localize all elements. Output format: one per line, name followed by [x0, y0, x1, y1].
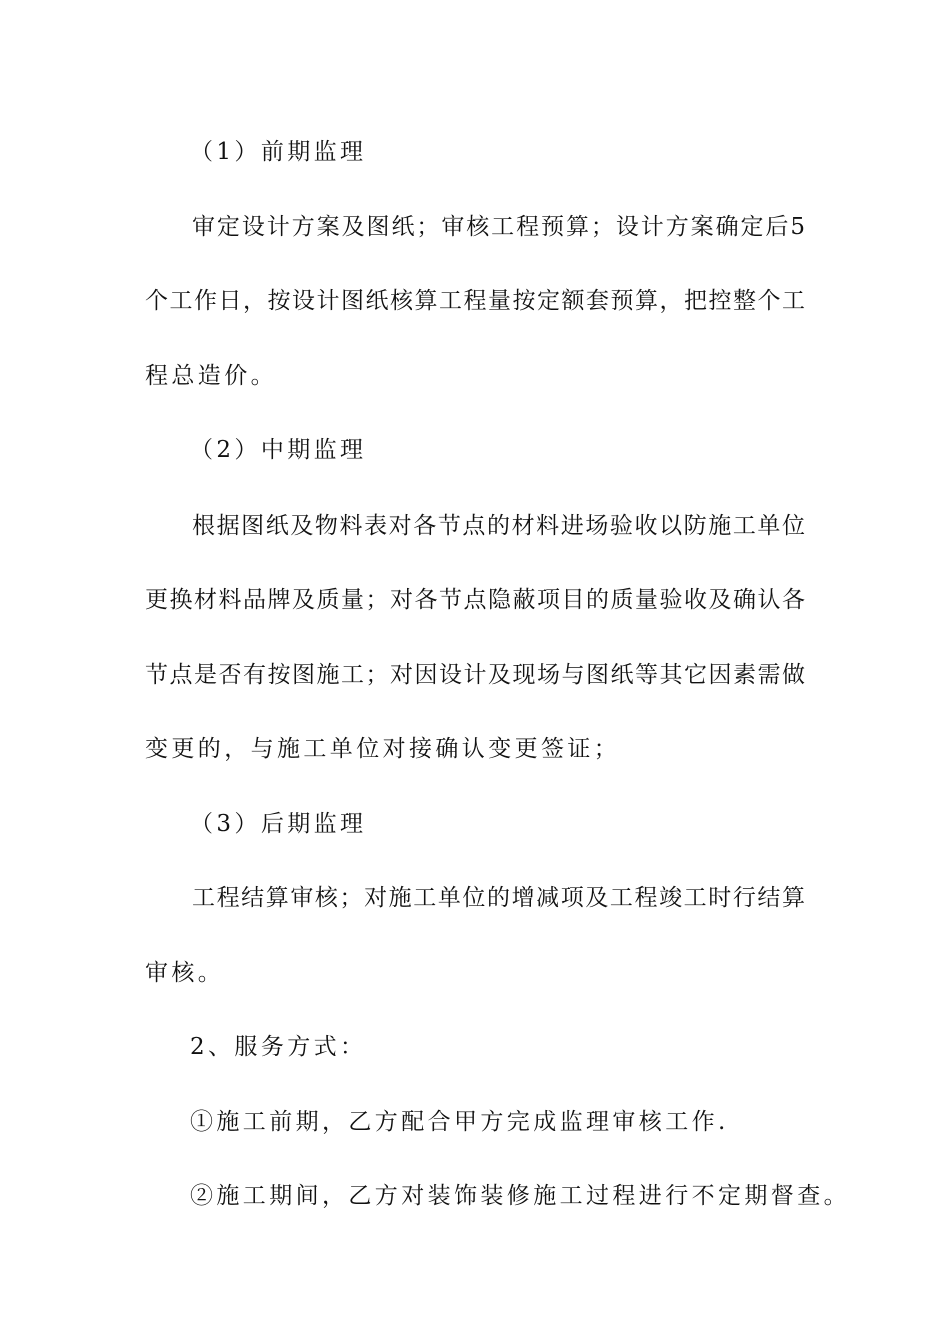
middle-line-1: 根据图纸及物料表对各节点的材料进场验收以防施工单位	[192, 513, 805, 539]
late-line-2: 审核。	[145, 960, 225, 986]
heading-middle-supervision: （2）中期监理	[190, 437, 367, 463]
early-line-1: 审定设计方案及图纸；审核工程预算；设计方案确定后5	[192, 214, 805, 240]
late-line-1: 工程结算审核；对施工单位的增减项及工程竣工时行结算	[192, 885, 805, 911]
middle-line-2: 更换材料品牌及质量；对各节点隐蔽项目的质量验收及确认各	[145, 587, 805, 613]
heading-early-supervision: （1）前期监理	[190, 139, 367, 165]
service-item-1: ①施工前期，乙方配合甲方完成监理审核工作.	[190, 1109, 729, 1135]
service-item-2: ②施工期间，乙方对装饰装修施工过程进行不定期督查。	[190, 1183, 850, 1209]
middle-line-3: 节点是否有按图施工；对因设计及现场与图纸等其它因素需做	[145, 662, 805, 688]
early-line-3: 程总造价。	[145, 363, 277, 389]
middle-line-4: 变更的，与施工单位对接确认变更签证；	[145, 736, 621, 762]
heading-service-method: 2、服务方式：	[190, 1034, 367, 1060]
heading-late-supervision: （3）后期监理	[190, 811, 367, 837]
early-line-2: 个工作日，按设计图纸核算工程量按定额套预算，把控整个工	[145, 288, 805, 314]
